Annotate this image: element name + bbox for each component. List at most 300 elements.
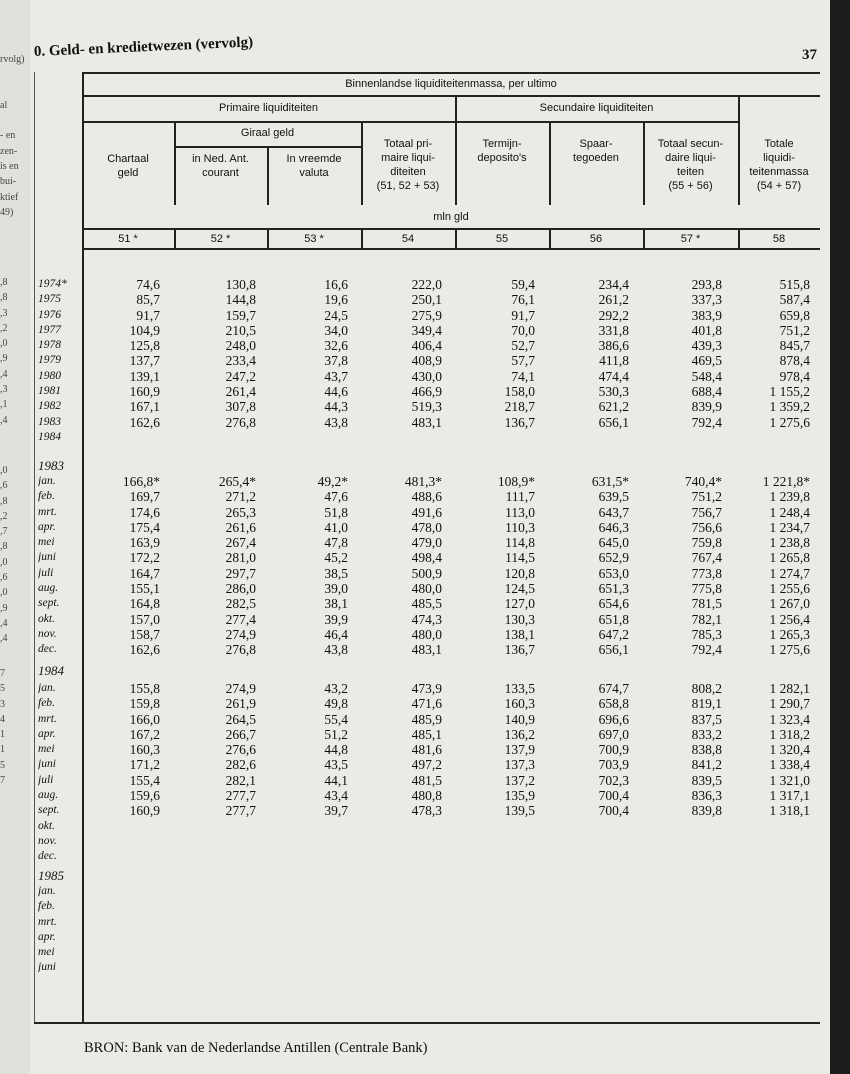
data-column-53 [264, 681, 348, 819]
table-cell: 144,8 [225, 292, 256, 308]
spine-fragment: ,6 [0, 572, 8, 584]
table-cell: 261,2 [598, 292, 629, 308]
table-cell: 164,7 [129, 565, 160, 581]
spine-fragment: al [0, 99, 8, 111]
table-cell: 218,7 [504, 399, 535, 415]
table-cell: 157,0 [129, 611, 160, 627]
table-cell: 700,4 [598, 788, 629, 804]
table-cell: 160,3 [504, 696, 535, 712]
table-cell: 331,8 [598, 322, 629, 338]
data-column-51 [76, 681, 160, 819]
table-cell: 76,1 [511, 292, 535, 308]
row-label: okt. [38, 612, 55, 625]
table-cell: 46,4 [324, 626, 348, 642]
table-cell: 841,2 [691, 757, 722, 773]
rule-column-numbers [82, 248, 820, 250]
table-cell: 160,9 [129, 384, 160, 400]
col-number-56: 56 [589, 233, 603, 245]
section-title: 0. Geld- en kredietwezen (vervolg) [33, 34, 254, 60]
table-cell: 383,9 [691, 307, 722, 323]
table-cell: 43,8 [324, 642, 348, 658]
table-cell: 248,0 [225, 338, 256, 354]
table-cell: 43,7 [324, 368, 348, 384]
table-cell: 621,2 [598, 399, 629, 415]
row-label: mei [38, 946, 55, 959]
table-cell: 1 318,1 [769, 803, 810, 819]
row-label: juli [38, 773, 54, 786]
table-cell: 51,8 [324, 504, 348, 520]
col-header-55: Termijn- deposito's [477, 138, 527, 164]
table-cell: 1 321,0 [769, 772, 810, 788]
table-cell: 497,2 [411, 757, 442, 773]
spine-fragment: ,7 [0, 526, 8, 538]
data-column-58 [726, 474, 810, 658]
table-cell: 845,7 [779, 338, 810, 354]
spine-fragment: ,8 [0, 541, 8, 553]
table-cell: 166,8* [122, 474, 160, 489]
table-cell: 700,4 [598, 803, 629, 819]
data-column-51 [76, 277, 160, 430]
table-cell: 45,2 [324, 550, 348, 566]
table-cell: 130,8 [225, 277, 256, 292]
col-number-53: 53 * [304, 233, 324, 245]
row-label: sept. [38, 804, 60, 817]
table-cell: 140,9 [504, 711, 535, 727]
table-cell: 386,6 [598, 338, 629, 354]
dark-page-edge [830, 0, 850, 1074]
col-header-58: Totale liquidi- teitenmassa (54 + 57) [749, 138, 809, 192]
table-cell: 265,4* [218, 474, 256, 489]
col-header-52: in Ned. Ant. courant [192, 153, 249, 179]
data-column-55 [451, 277, 535, 430]
data-column-52 [172, 474, 256, 658]
table-cell: 39,9 [324, 611, 348, 627]
row-label: 1977 [38, 323, 61, 336]
table-cell: 471,6 [411, 696, 442, 712]
table-cell: 39,0 [324, 581, 348, 597]
table-cell: 307,8 [225, 399, 256, 415]
row-label: juli [38, 566, 54, 579]
data-column-57 [638, 681, 722, 819]
table-cell: 587,4 [779, 292, 810, 308]
table-cell: 113,0 [505, 504, 535, 520]
spine-fragments-1 [0, 275, 28, 428]
spine-fragment: 5 [0, 683, 5, 695]
table-cell: 466,9 [411, 384, 442, 400]
row-label: 1975 [38, 293, 61, 306]
spine-fragment: 7 [0, 775, 5, 787]
row-label: apr. [38, 727, 56, 740]
table-cell: 130,3 [504, 611, 535, 627]
table-cell: 837,5 [691, 711, 722, 727]
spine-fragment: 3 [0, 698, 5, 710]
table-cell: 878,4 [779, 353, 810, 369]
table-cell: 275,9 [411, 307, 442, 323]
table-cell: 39,7 [324, 803, 348, 819]
row-label: 1979 [38, 354, 61, 367]
table-cell: 155,1 [129, 581, 160, 597]
row-label: apr. [38, 930, 56, 943]
spine-fragment: ,9 [0, 353, 8, 365]
table-cell: 651,8 [598, 611, 629, 627]
table-cell: 740,4* [684, 474, 722, 489]
data-column-58 [726, 681, 810, 819]
year-label-1985: 1985 [38, 868, 64, 883]
table-cell: 120,8 [504, 565, 535, 581]
table-cell: 773,8 [691, 565, 722, 581]
table-cell: 155,4 [129, 772, 160, 788]
table-cell: 155,8 [129, 681, 160, 696]
col-number-54: 54 [401, 233, 415, 245]
table-cell: 1 275,6 [769, 642, 810, 658]
table-cell: 276,6 [225, 742, 256, 758]
table-cell: 439,3 [691, 338, 722, 354]
row-label: jan. [38, 682, 56, 694]
left-margin-rule [34, 72, 35, 1024]
table-cell: 1 238,8 [769, 535, 810, 551]
table-cell: 276,8 [225, 414, 256, 430]
spine-fragment: ,4 [0, 617, 8, 629]
data-column-57 [638, 474, 722, 658]
spine-fragments-3 [0, 666, 28, 788]
table-cell: 1 317,1 [769, 788, 810, 804]
row-label: 1980 [38, 369, 61, 382]
table-cell: 639,5 [598, 489, 629, 505]
table-cell: 645,0 [598, 535, 629, 551]
spine-fragment [0, 113, 28, 128]
table-cell: 138,1 [504, 626, 535, 642]
table-cell: 114,5 [505, 550, 535, 566]
table-cell: 162,6 [129, 414, 160, 430]
table-cell: 110,3 [505, 519, 535, 535]
row-label: jan. [38, 475, 56, 487]
data-column-55 [451, 474, 535, 658]
table-cell: 171,2 [129, 757, 160, 773]
table-cell: 44,6 [324, 384, 348, 400]
table-cell: 160,3 [129, 742, 160, 758]
table-cell: 16,6 [324, 277, 348, 292]
table-cell: 47,8 [324, 535, 348, 551]
spine-fragment: is en [0, 161, 19, 173]
table-cell: 276,8 [225, 642, 256, 658]
data-column-56 [545, 681, 629, 819]
table-cell: 59,4 [511, 277, 535, 292]
table-cell: 49,8 [324, 696, 348, 712]
table-cell: 1 248,4 [769, 504, 810, 520]
table-cell: 485,9 [411, 711, 442, 727]
table-cell: 136,7 [504, 642, 535, 658]
table-cell: 55,4 [324, 711, 348, 727]
data-column-55 [451, 681, 535, 819]
table-cell: 169,7 [129, 489, 160, 505]
data-column-53 [264, 277, 348, 430]
table-cell: 839,9 [691, 399, 722, 415]
spine-fragment: ,1 [0, 399, 8, 411]
table-cell: 47,6 [324, 489, 348, 505]
table-cell: 756,7 [691, 504, 722, 520]
spine-fragment [0, 67, 28, 82]
table-cell: 277,7 [225, 788, 256, 804]
table-cell: 74,1 [511, 368, 535, 384]
table-cell: 261,6 [225, 519, 256, 535]
table-cell: 1 359,2 [769, 399, 810, 415]
secondary-header: Secundaire liquiditeiten [539, 102, 654, 114]
source-note: BRON: Bank van de Nederlandse Antillen (Centrale Bank) [84, 1040, 428, 1056]
col-header-53: In vreemde valuta [286, 153, 342, 179]
table-cell: 70,0 [511, 322, 535, 338]
table-cell: 38,1 [324, 596, 348, 612]
row-label: jan. [38, 885, 56, 897]
table-cell: 52,7 [511, 338, 535, 354]
table-cell: 158,0 [504, 384, 535, 400]
spine-fragment: ,6 [0, 480, 8, 492]
table-cell: 481,6 [411, 742, 442, 758]
table-cell: 282,1 [225, 772, 256, 788]
row-labels-group-4 [38, 884, 82, 976]
table-cell: 656,1 [598, 642, 629, 658]
table-cell: 125,8 [129, 338, 160, 354]
table-cell: 500,9 [411, 565, 442, 581]
table-cell: 530,3 [598, 384, 629, 400]
spine-fragment: bui- [0, 176, 17, 188]
table-cell: 282,5 [225, 596, 256, 612]
table-cell: 833,2 [691, 726, 722, 742]
table-cell: 162,6 [129, 642, 160, 658]
table-cell: 658,8 [598, 696, 629, 712]
table-cell: 174,6 [129, 504, 160, 520]
table-cell: 24,5 [324, 307, 348, 323]
year-label-1984: 1984 [38, 663, 64, 678]
spine-fragment: ,0 [0, 465, 8, 476]
row-label: feb. [38, 697, 55, 710]
rule-group-header [82, 121, 738, 123]
table-cell: 91,7 [136, 307, 160, 323]
row-label: nov. [38, 834, 57, 847]
table-cell: 674,7 [598, 681, 629, 696]
row-label: mei [38, 743, 55, 756]
row-label: dec. [38, 850, 57, 863]
table-cell: 1 265,8 [769, 550, 810, 566]
table-cell: 1 290,7 [769, 696, 810, 712]
table-cell: 654,6 [598, 596, 629, 612]
table-cell: 282,6 [225, 757, 256, 773]
table-cell: 781,5 [691, 596, 722, 612]
table-cell: 41,0 [324, 519, 348, 535]
table-cell: 656,1 [598, 414, 629, 430]
table-cell: 479,0 [411, 535, 442, 551]
table-cell: 297,7 [225, 565, 256, 581]
col-number-52: 52 * [210, 233, 231, 245]
table-cell: 653,0 [598, 565, 629, 581]
table-cell: 703,9 [598, 757, 629, 773]
data-column-54 [358, 474, 442, 658]
table-cell: 1 256,4 [769, 611, 810, 627]
table-cell: 139,5 [504, 803, 535, 819]
row-label: 1978 [38, 339, 61, 352]
row-label: feb. [38, 900, 55, 913]
table-cell: 1 265,3 [769, 626, 810, 642]
table-cell: 293,8 [691, 277, 722, 292]
spine-fragment: ,2 [0, 322, 8, 334]
table-cell: 643,7 [598, 504, 629, 520]
rule-main-header [82, 95, 820, 97]
table-cell: 548,4 [691, 368, 722, 384]
table-cell: 34,0 [324, 322, 348, 338]
table-cell: 519,3 [411, 399, 442, 415]
table-cell: 274,9 [225, 626, 256, 642]
table-cell: 277,7 [225, 803, 256, 819]
table-top-rule [82, 72, 820, 74]
row-label: aug. [38, 789, 59, 802]
spine-fragment: ktief [0, 191, 19, 203]
row-label: juni [38, 551, 56, 564]
table-cell: 1 274,7 [769, 565, 810, 581]
year-label-1983: 1983 [38, 458, 64, 473]
table-cell: 478,3 [411, 803, 442, 819]
table-cell: 91,7 [511, 307, 535, 323]
table-cell: 485,1 [411, 726, 442, 742]
table-cell: 51,2 [324, 726, 348, 742]
table-cell: 646,3 [598, 519, 629, 535]
row-label: 1982 [38, 400, 61, 413]
table-cell: 164,8 [129, 596, 160, 612]
table-cell: 111,7 [505, 489, 535, 505]
table-cell: 247,2 [225, 368, 256, 384]
table-cell: 159,8 [129, 696, 160, 712]
table-cell: 167,1 [129, 399, 160, 415]
spine-fragment: 1 [0, 744, 5, 756]
row-label: 1976 [38, 308, 61, 321]
table-cell: 1 221,8* [762, 474, 810, 489]
spine-fragment: ,9 [0, 602, 8, 614]
row-label: feb. [38, 490, 55, 503]
table-cell: 274,9 [225, 681, 256, 696]
table-cell: 277,4 [225, 611, 256, 627]
col-header-57: Totaal secun- daire liqui- teiten (55 + 56) [657, 138, 724, 192]
table-cell: 767,4 [691, 550, 722, 566]
table-cell: 651,3 [598, 581, 629, 597]
row-label: mrt. [38, 915, 57, 928]
table-cell: 267,4 [225, 535, 256, 551]
table-cell: 978,4 [779, 368, 810, 384]
table-cell: 1 338,4 [769, 757, 810, 773]
row-label: 1984 [38, 430, 61, 443]
table-cell: 483,1 [411, 414, 442, 430]
table-cell: 480,8 [411, 788, 442, 804]
table-cell: 483,1 [411, 642, 442, 658]
data-column-52 [172, 681, 256, 819]
table-cell: 408,9 [411, 353, 442, 369]
spine-fragment: ,0 [0, 338, 8, 350]
table-cell: 271,2 [225, 489, 256, 505]
row-label: juni [38, 961, 56, 974]
table-cell: 266,7 [225, 726, 256, 742]
row-label: aug. [38, 582, 59, 595]
table-cell: 127,0 [504, 596, 535, 612]
table-cell: 775,8 [691, 581, 722, 597]
row-label: nov. [38, 627, 57, 640]
col-header-56: Spaar- tegoeden [573, 138, 619, 164]
table-cell: 474,3 [411, 611, 442, 627]
table-cell: 264,5 [225, 711, 256, 727]
data-column-56 [545, 277, 629, 430]
table-cell: 480,0 [411, 626, 442, 642]
main-header: Binnenlandse liquiditeitenmassa, per ultimo [345, 78, 557, 90]
giraal-header: Giraal geld [240, 127, 295, 139]
primary-header: Primaire liquiditeiten [218, 102, 319, 114]
col-number-55: 55 [495, 233, 509, 245]
col-number-58: 58 [772, 233, 786, 245]
table-cell: 792,4 [691, 642, 722, 658]
table-cell: 85,7 [136, 292, 160, 308]
table-cell: 104,9 [129, 322, 160, 338]
table-cell: 498,4 [411, 550, 442, 566]
page-number: 37 [802, 47, 817, 63]
row-label: dec. [38, 643, 57, 656]
table-cell: 137,2 [504, 772, 535, 788]
table-cell: 485,5 [411, 596, 442, 612]
table-cell: 751,2 [779, 322, 810, 338]
data-column-54 [358, 681, 442, 819]
table-cell: 751,2 [691, 489, 722, 505]
spine-fragment [0, 83, 28, 98]
spine-fragment: ,3 [0, 384, 8, 396]
spine-fragment: ,4 [0, 368, 8, 380]
table-cell: 491,6 [411, 504, 442, 520]
table-cell: 1 267,0 [769, 596, 810, 612]
table-cell: 163,9 [129, 535, 160, 551]
table-cell: 759,8 [691, 535, 722, 551]
spine-fragment: 7 [0, 668, 5, 679]
table-cell: 430,0 [411, 368, 442, 384]
spine-fragment: ,8 [0, 495, 8, 507]
data-column-57 [638, 277, 722, 430]
table-cell: 349,4 [411, 322, 442, 338]
rule-unit [82, 228, 820, 230]
table-cell: 700,9 [598, 742, 629, 758]
table-cell: 136,7 [504, 414, 535, 430]
data-column-56 [545, 474, 629, 658]
table-cell: 1 318,2 [769, 726, 810, 742]
spine-fragment: zen- [0, 145, 18, 157]
row-label: 1983 [38, 415, 61, 428]
spine-fragment: ,0 [0, 587, 8, 599]
table-cell: 38,5 [324, 565, 348, 581]
table-cell: 1 234,7 [769, 519, 810, 535]
col-number-51: 51 * [118, 233, 138, 245]
table-cell: 696,6 [598, 711, 629, 727]
table-cell: 124,5 [504, 581, 535, 597]
table-cell: 172,2 [129, 550, 160, 566]
table-cell: 481,5 [411, 772, 442, 788]
table-cell: 166,0 [129, 711, 160, 727]
table-cell: 137,3 [504, 757, 535, 773]
spine-fragment: ,4 [0, 414, 8, 426]
table-cell: 1 323,4 [769, 711, 810, 727]
table-cell: 474,4 [598, 368, 629, 384]
table-cell: 160,9 [129, 803, 160, 819]
table-cell: 1 282,1 [769, 681, 810, 696]
table-cell: 137,7 [129, 353, 160, 369]
table-cell: 808,2 [691, 681, 722, 696]
table-bottom-rule [34, 1022, 820, 1024]
row-label: juni [38, 758, 56, 771]
spine-fragment: 5 [0, 759, 5, 771]
table-cell: 1 320,4 [769, 742, 810, 758]
table-cell: 37,8 [324, 353, 348, 369]
table-cell: 286,0 [225, 581, 256, 597]
table-cell: 697,0 [598, 726, 629, 742]
